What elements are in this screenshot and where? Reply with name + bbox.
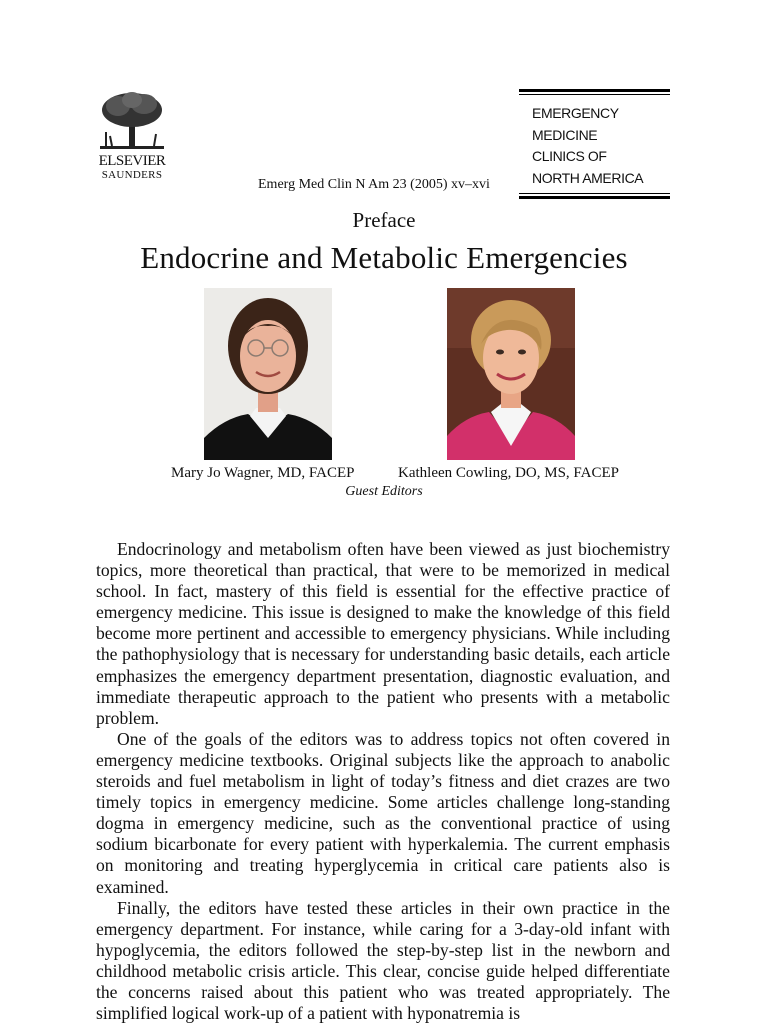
journal-line-2: MEDICINE — [532, 126, 598, 143]
citation: Emerg Med Clin N Am 23 (2005) xv–xvi — [258, 177, 490, 192]
publisher-name: ELSEVIER — [98, 153, 166, 169]
editor-photo-2 — [447, 288, 575, 460]
tree-logo-icon — [98, 90, 166, 152]
journal-masthead — [519, 89, 670, 199]
paragraph-1: Endocrinology and metabolism often have been viewed as just biochemistry topics, more theoretical than practical, that were to be memorized in medical school. In fact, mastery of this field is essential for the effective practice of emergency medicine. This issue is designed to make the knowledge of this field become more pertinent and accessible to emergency physicians. While including the pathophysiology that is necessary for understanding basic details, each article emphasizes the emergency department presentation, diagnostic evaluation, and immediate therapeutic approach to the patient who presents with a metabolic problem. — [96, 539, 670, 728]
editors-role: Guest Editors — [345, 484, 423, 499]
editor-name-1: Mary Jo Wagner, MD, FACEP — [171, 465, 355, 481]
publisher-logo — [96, 90, 168, 181]
portrait-2-icon — [447, 288, 575, 460]
paragraph-3: Finally, the editors have tested these articles in their own practice in the emergency department. For instance, while caring for a 3-day-old infant with hypoglycemia, the editors followed the step-by-step list in the newborn and childhood metabolic crisis article. This clear, concise guide helped differentiate the concerns raised about this patient who was treated appropriately. The simplified logical work-up of a patient with hyponatremia is — [96, 897, 670, 1024]
paragraph-2: One of the goals of the editors was to address topics not often covered in emergency medicine textbooks. Original subjects like the approach to anabolic steroids and fuel metabolism in light of today’s fitness and diet crazes are two timely topics in emergency medicine. Some articles challenge long-standing dogma in emergency medicine, such as the conventional practice of using sodium bicarbonate for every patient with hyperkalemia. The current emphasis on monitoring and treating hyperglycemia in critical care patients also is examined. — [96, 728, 670, 897]
section-kicker: Preface — [352, 208, 416, 232]
editor-name-2: Kathleen Cowling, DO, MS, FACEP — [398, 465, 619, 481]
journal-line-1: EMERGENCY — [532, 105, 619, 121]
editor-photo-1 — [204, 288, 332, 460]
portrait-1-icon — [204, 288, 332, 460]
page-title: Endocrine and Metabolic Emergencies — [140, 240, 628, 275]
preface-body — [96, 539, 670, 1024]
publisher-imprint: SAUNDERS — [101, 169, 163, 181]
masthead-bottom-rule — [519, 193, 670, 199]
journal-line-3: CLINICS OF — [532, 148, 607, 164]
journal-line-4: NORTH AMERICA — [532, 169, 644, 186]
